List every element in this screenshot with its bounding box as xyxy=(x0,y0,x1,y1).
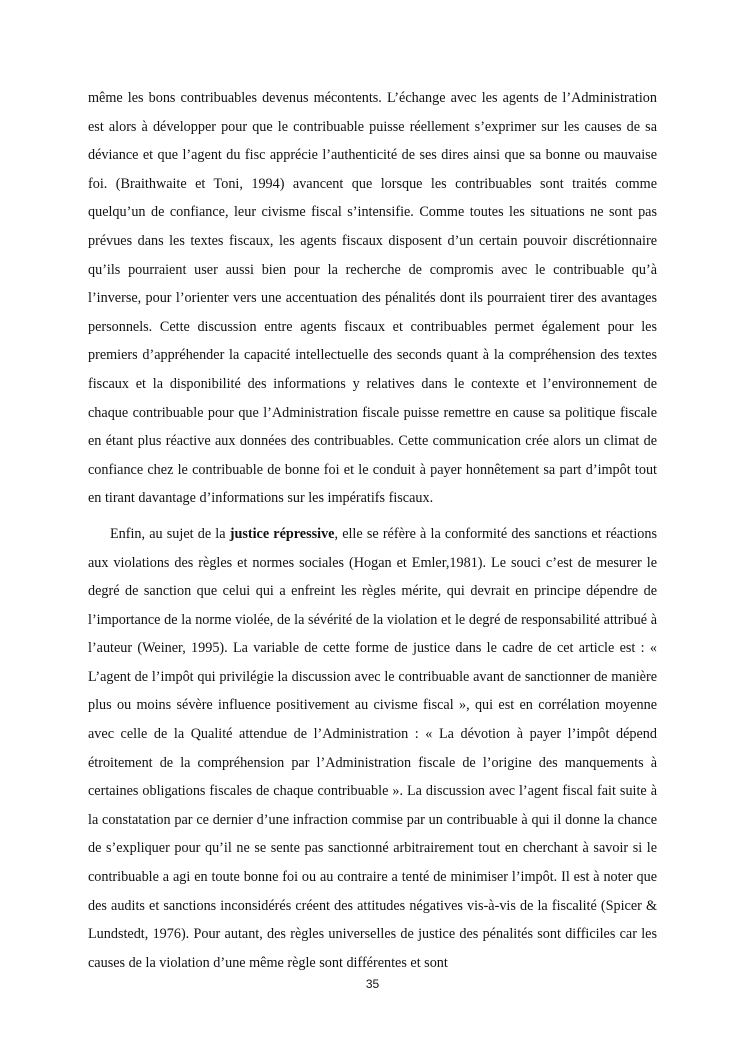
paragraph-2-rest: , elle se réfère à la conformité des sanctions et réactions aux violations des règles et normes sociales (Hogan et Emler,1981). Le souci c’est de mesurer le degré de sanction que celui qui a enfreint les règles mérite, qui devrait en principe dépendre de l’importance de la norme violée, de la sévérité de la violation et le degré de responsabilité attribué à l’auteur (Weiner, 1995). La variable de cette forme de justice dans le cadre de cet article est : « L’agent de l’impôt qui privilégie la discussion avec le contribuable avant de sanctionner de manière plus ou moins sévère influence positivement au civisme fiscal », qui est en corrélation moyenne avec celle de la Qualité attendue de l’Administration : « La dévotion à payer l’impôt dépend étroitement de la compréhension par l’Administration fiscale de l’origine des manquements à certaines obligations fiscales de chaque contribuable ». La discussion avec l’agent fiscal fait suite à la constatation par ce dernier d’une infraction commise par un contribuable à qui il donne la chance de s’expliquer pour qu’il ne se sente pas sanctionné arbitrairement tout en cherchant à savoir si le contribuable a agi en toute bonne foi ou au contraire a tenté de minimiser l’impôt. Il est à noter que des audits et sanctions inconsidérés créent des attitudes négatives vis-à-vis de la fiscalité (Spicer & Lundstedt, 1976). Pour autant, des règles universelles de justice des pénalités sont difficiles car les causes de la violation d’une même règle sont différentes et sont xyxy=(88,525,657,971)
paragraph-2-lead: Enfin, au sujet de la xyxy=(110,525,230,542)
paragraph-1: même les bons contribuables devenus mécontents. L’échange avec les agents de l’Administration est alors à développer pour que le contribuable puisse réellement s’exprimer sur les causes de sa déviance et que l’agent du fisc apprécie l’authenticité de ses dires ainsi que sa bonne ou mauvaise foi. (Braithwaite et Toni, 1994) avancent que lorsque les contribuables sont traités comme quelqu’un de confiance, leur civisme fiscal s’intensifie. Comme toutes les situations ne sont pas prévues dans les textes fiscaux, les agents fiscaux disposent d’un certain pouvoir discrétionnaire qu’ils pourraient user aussi bien pour la recherche de compromis avec le contribuable qu’à l’inverse, pour l’orienter vers une accentuation des pénalités dont ils pourraient tirer des avantages personnels. Cette discussion entre agents fiscaux et contribuables permet également pour les premiers d’appréhender la capacité intellectuelle des seconds quant à la compréhension des textes fiscaux et la disponibilité des informations y relatives dans le contexte et l’environnement de chaque contribuable pour que l’Administration fiscale puisse remettre en cause sa politique fiscale en étant plus réactive aux données des contribuables. Cette communication crée alors un climat de confiance chez le contribuable de bonne foi et le conduit à payer honnêtement sa part d’impôt tout en tirant davantage d’informations sur les impératifs fiscaux. xyxy=(88,90,657,507)
paragraph-2-bold-term: justice répressive xyxy=(229,525,335,542)
paragraph-2 xyxy=(88,520,657,978)
page-number: 35 xyxy=(365,977,380,991)
body-text xyxy=(88,84,657,977)
